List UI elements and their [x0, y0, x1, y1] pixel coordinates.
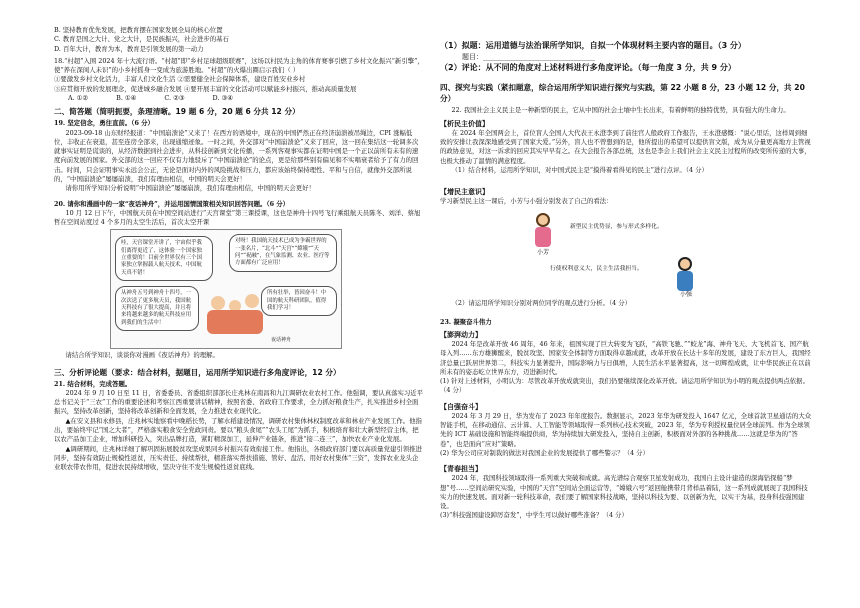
family-member-head [211, 296, 225, 310]
q23-paragraph-3: 2024 年，我国科技领域取得一系列重大突破和成就。高光谱综合观察卫星发射成功，我国自主设计建造的深海钻探船“梦想”号……空间站研究实验，中国的“天宫”空间站全面运营等，“嫦娥六号”返回舱携带月背样品着陆，这一系列成就展现了我国科技实力的快速发展。面对新一轮科技革命，我们要了解国家科技战略，坚持以科技为要、以创新为先，以实干为基，投身科技强国建设。 [440, 474, 808, 511]
q18-option-c: C. ②③ [164, 93, 185, 102]
q18-stem: 18.“村超”入围 2024 年十大流行语。“村超”即“乡村足球超级联赛”，这场以村民为主角的体育赛事引燃了乡村文化振兴“新引擎”，使“养在深闺人未识”的小乡村摇身一变成为旅游胜地。“村超”的火爆出圈启示我们（ ） [54, 56, 424, 75]
xiaofang-body [535, 227, 551, 247]
q22-question-2: （2）请运用所学知识分别对两位同学的观点进行分析。（4 分） [451, 299, 632, 308]
q23-question-3: (3)“科技强国建设踔厉奋发”，中学生可以做好哪些准备？（4 分） [440, 511, 628, 520]
xiaoqiang-body [677, 271, 693, 291]
q18-option-b: B. ①④ [116, 93, 137, 102]
q23-question-2: (2) 华为公司应对制裁的做法对我国企业的发展提供了哪些警示？（4 分） [440, 448, 649, 457]
q22-tag-democracy-value: 【析民主价值】 [440, 119, 489, 128]
comic-bubble-4: 所有壮举，皆因奋斗！中国的航天科研团队，值得我们学习！ [261, 286, 337, 316]
q22-stem: 22. 我国社会主义民主是一种新型的民主，它从中国的社会土壤中生长出来，有着鲜明的独特优势，具有强大的生命力。 [451, 106, 790, 115]
q23-paragraph-1: 2024 年是改革开放 46 周年，46 年来，祖国实现了巨大转变为飞跃，“高铁飞驰、”“蛟龙”海、神舟飞天、大飞机首飞、国产航母入列……东方雄狮醒来，脱贫攻坚、国家安全体制等方面取得卓越成就，改革开放在长达十多年的发展，建设了东方巨人，我国经济总量已跃居世界第二，科技实力显著提升，国际影响力与日俱增，人民生活水平显著提高，这一切辉煌成就，让中华民族正在以前所未有的姿态屹立世界东方，迈进新时代。 [440, 339, 811, 376]
q21-part-1: （1）拟题：运用道德与法治课所学知识，自拟一个体现材料主要内容的题目。（3 分） [440, 41, 746, 50]
q23-question-1: (1) 针对上述材料，小明认为：尽管改革开放成就突出，我们仍要继续深化改革开放。请运用所学知识为小明的观点提供两点依据。（4 分） [440, 377, 809, 395]
xiaoqiang-speech: 行使权利意义大，民主生活我担当。 [550, 265, 643, 272]
q23-tag-youth-responsibility: 【青春担当】 [440, 465, 482, 474]
q17-option-c: C. 教育是国之大计、党之大计，是民族振兴，社会进步的基石 [54, 35, 229, 44]
q18-options [54, 94, 424, 103]
q21-paragraph-1: 2024 年 9 月 10 日至 11 日，省委委员、省委组织部部长庄兆林在南昌和九江调研农业农村工作。他强调，要认真落实习近平总书记关于“三农”工作的重要论述和考察江西重要讲话精神，按照省委、省政府工作要求，全力抓好粮食生产，扎实推进乡村全面振兴，坚持改革创新，坚持将改革创新和全面发展，全力推进农业现代化。 [54, 388, 424, 416]
students-illustration [440, 207, 812, 295]
q18-item-4: ④要开展丰富的文化活动可以赋能乡村振兴，推动高质量发展 [183, 84, 357, 93]
q21-title-blank: 题目：________________________________ [462, 52, 595, 61]
q19-title: 19. 坚定信念，勇往直前。（6 分） [54, 119, 154, 128]
q18-items [54, 75, 424, 94]
q20-paragraph: 10 月 12 日下午，中国航天员在中国空间站进行“天宫课堂”第三课授课，这也是神舟十四号飞行乘组航天员陈冬、刘洋、蔡旭哲在空间站度过 4 个多月的太空生活后，首次太空开课 [54, 208, 421, 227]
q22-paragraph-2: 学习新型民主这一课后，小芳与小强分别发表了自己的看法： [440, 197, 613, 206]
comic-night-talk-shenzhou [110, 229, 342, 349]
q23-tag-self-improvement: 【自强奋斗】 [440, 402, 482, 411]
comic-bubble-1: 哇，天宫课堂开讲了，宇宙似乎我们离得更近了，这体验一个国家独立重要的！目前全世界仅有三个国家独立掌握载人航天技术，中国航天真不错！ [115, 236, 213, 280]
q19-paragraph: 2023-09-18 山东财经报道：“中国崩溃论”又来了！在西方的语境中，现在的中国俨然正在经济崩溃被吊绳边，CPI 涨幅低位，丰收正在衰退，甚至连房全部来，出现通缩迹象。一时之间，外交部对“中国崩溃论”又来了回应，这一回在集结这一轮调多次就事实证明是谎谈的，从经济数据到社会进步，从科技创新到文化传播，一系列客观事实都在证明中国是一个正以前所有未有的速度向前发展的国家。外交部的这一回应不仅有力地驳斥了“中国崩溃论”的论点，更是给那些别有偏见和不实唱衰者给予了有力的回击。时间，只会证明事实永远会公正，无论是面对内外的风险挑战和压力，都应该始终保持理性、平和与自信，就像外交部所说的，“中国崩溃论”屡屡崩溃，我们有理由相信，中国的明天会更好！ [54, 128, 419, 183]
comic-bubble-3: 从神舟五号到神舟十四号，一次次送了更多航天员，我国航天科技有了很大提高，并且将来将越来越多的航天科技应用到我们的生活中！ [115, 286, 199, 330]
family-bodies [207, 310, 263, 334]
q23-paragraph-2: 2024 年 3 月 29 日，华为发布了 2023 年年度报告。数据显示，2023 年华为研发投入 1647 亿元，全球首款卫星通话的大众智能手机，在移动通信、云计算、人工智能等领域取得一系列核心技术突破，2023 年，华为专利授权量位居全球前列。作为全球领先的 ICT 基础设施和智能终端提供商，华为持续加大研发投入，坚持自主创新，积极面对外部的各种挑战……这就是华为的“答卷”，也是面向“应对”策略。 [440, 411, 812, 448]
q21-title: 21. 结合材料，完成答题。 [54, 379, 132, 388]
section-4-heading: 四、探究与实践（紧扣题意，综合运用所学知识进行探究与实践，第 22 小题 8 分，23 小题 12 分，共 20 分） [440, 83, 805, 104]
q22-tag-democracy-awareness: 【增民主意识】 [440, 188, 489, 197]
q17-option-d: D. 百年大计，教育为本，教育是引领发展的第一动力 [54, 44, 204, 53]
xiaoqiang-head [678, 257, 692, 271]
q21-part-2: （2）评论：从不同的角度对上述材料进行多角度评论。（每一角度 3 分，共 9 分） [440, 62, 736, 72]
left-column [54, 26, 424, 472]
q23-title: 23. 凝聚奋斗伟力 [440, 317, 492, 326]
q23-tag-driving-force: 【澎湃动力】 [440, 330, 482, 339]
q18-item-3: ③应贯彻开放的发展理念，促进城乡融合发展 [54, 84, 182, 93]
q18-option-a: A. ①② [68, 93, 89, 102]
comic-caption: 夜话神舟 [270, 337, 291, 344]
q19-question: 请你用所学知识分析说明“中国崩溃论”屡屡崩溃，我们有理由相信，中国的明天会更好！ [65, 184, 315, 193]
q21-paragraph-2: ▲在安义县和永修县，庄兆林实地察看中晚稻长势，了解水稻建设情况，调研农村集体林权制度改革和林业产业发展工作。他指出，要始终牢记“国之大者”，严格落实粮食安全党政同责。要以“粮头食尾”“农头工尾”为抓手，积极培育和壮大新型经营主体，把以农产品加工企业，增加科研投入，突出品牌打造，紧盯精深加工，延伸产业链条，推进“接二连三”，加快农业产业化发展。 [54, 416, 422, 444]
xiaoqiang-name: 小强 [680, 290, 693, 298]
q18-option-d: D. ③④ [212, 93, 233, 102]
q21-paragraph-3: ▲调研期间，庄兆林详细了解巩固拓展脱贫攻坚成果同乡村振兴有效衔接工作。他指出，各级政府部门要以高质量党建引领推进同步，坚持有效防止规模性返贫，压实责任、持续帮扶，精准落实帮扶措施、管好、盘活、用好农村集体“三资”，发挥农业龙头企业联农带农作用，促进农民持续增收，坚决守住不发生规模性返贫底线。 [54, 444, 422, 472]
right-column [440, 40, 812, 521]
section-2-heading: 二、简答题（简明扼要，条理清晰。19 题 6 分，20 题 6 分共 12 分） [54, 107, 300, 117]
q22-question-1: （1）结合材料，运用所学知识，对中国式民主是“摸得着看得见的民主”进行点评。（4 分） [451, 165, 708, 174]
q22-paragraph-1: 在 2024 年全国两会上，首位盲人全国人大代表王永澄李到了前往官人般政府工作报告，王永澄感慨：“说心里话，这样周到细致的安排让我深深地感受到了国家大爱。”另外，盲人也不曾想到的是，他所提出的希望可以提供盲文版，成为从分量更高地方主管视的政协意见，对这一诉求的回应其实早早有之。在大会报告各部总统，这也是李会上我们社会主义民主过程所的改变所传递的大事，也极大推动了温情的满意程度。 [440, 128, 811, 165]
family-member-head [245, 294, 259, 308]
comic-bubble-2: 对呀！我国航天技术已成为争霸世界的一张名片，“北斗”“天宫”“嫦娥”“天问”“祝融”，在气象监测、农业、医疗等方面都有广泛应用！ [229, 234, 337, 271]
q20-title: 20. 请你和漫画中的一家“夜话神舟”，并运用国情国策相关知识回答问题。（6 分） [54, 199, 290, 208]
q18-item-2: ②需要健全社会保障体系，建设百姓安业乡村 [177, 75, 306, 84]
q17-option-b: B. 坚持教育优先发展，把教育摆在国家发展全局的核心位置 [54, 26, 223, 34]
q20-question: 请结合所学知识，谈谈你对漫画《夜话神舟》的理解。 [65, 351, 219, 360]
q18-item-1: ①要激发乡村文化活力，丰富人们文化生活 [54, 75, 176, 84]
xiaofang-speech: 新型民主优势显，参与形式多样化。 [570, 223, 663, 230]
section-3-heading: 三、分析评论题（要求：结合材料，据题目，运用所学知识进行多角度评论，12 分） [54, 367, 341, 377]
xiaofang-name: 小芳 [537, 248, 550, 256]
xiaofang-head [536, 213, 550, 227]
